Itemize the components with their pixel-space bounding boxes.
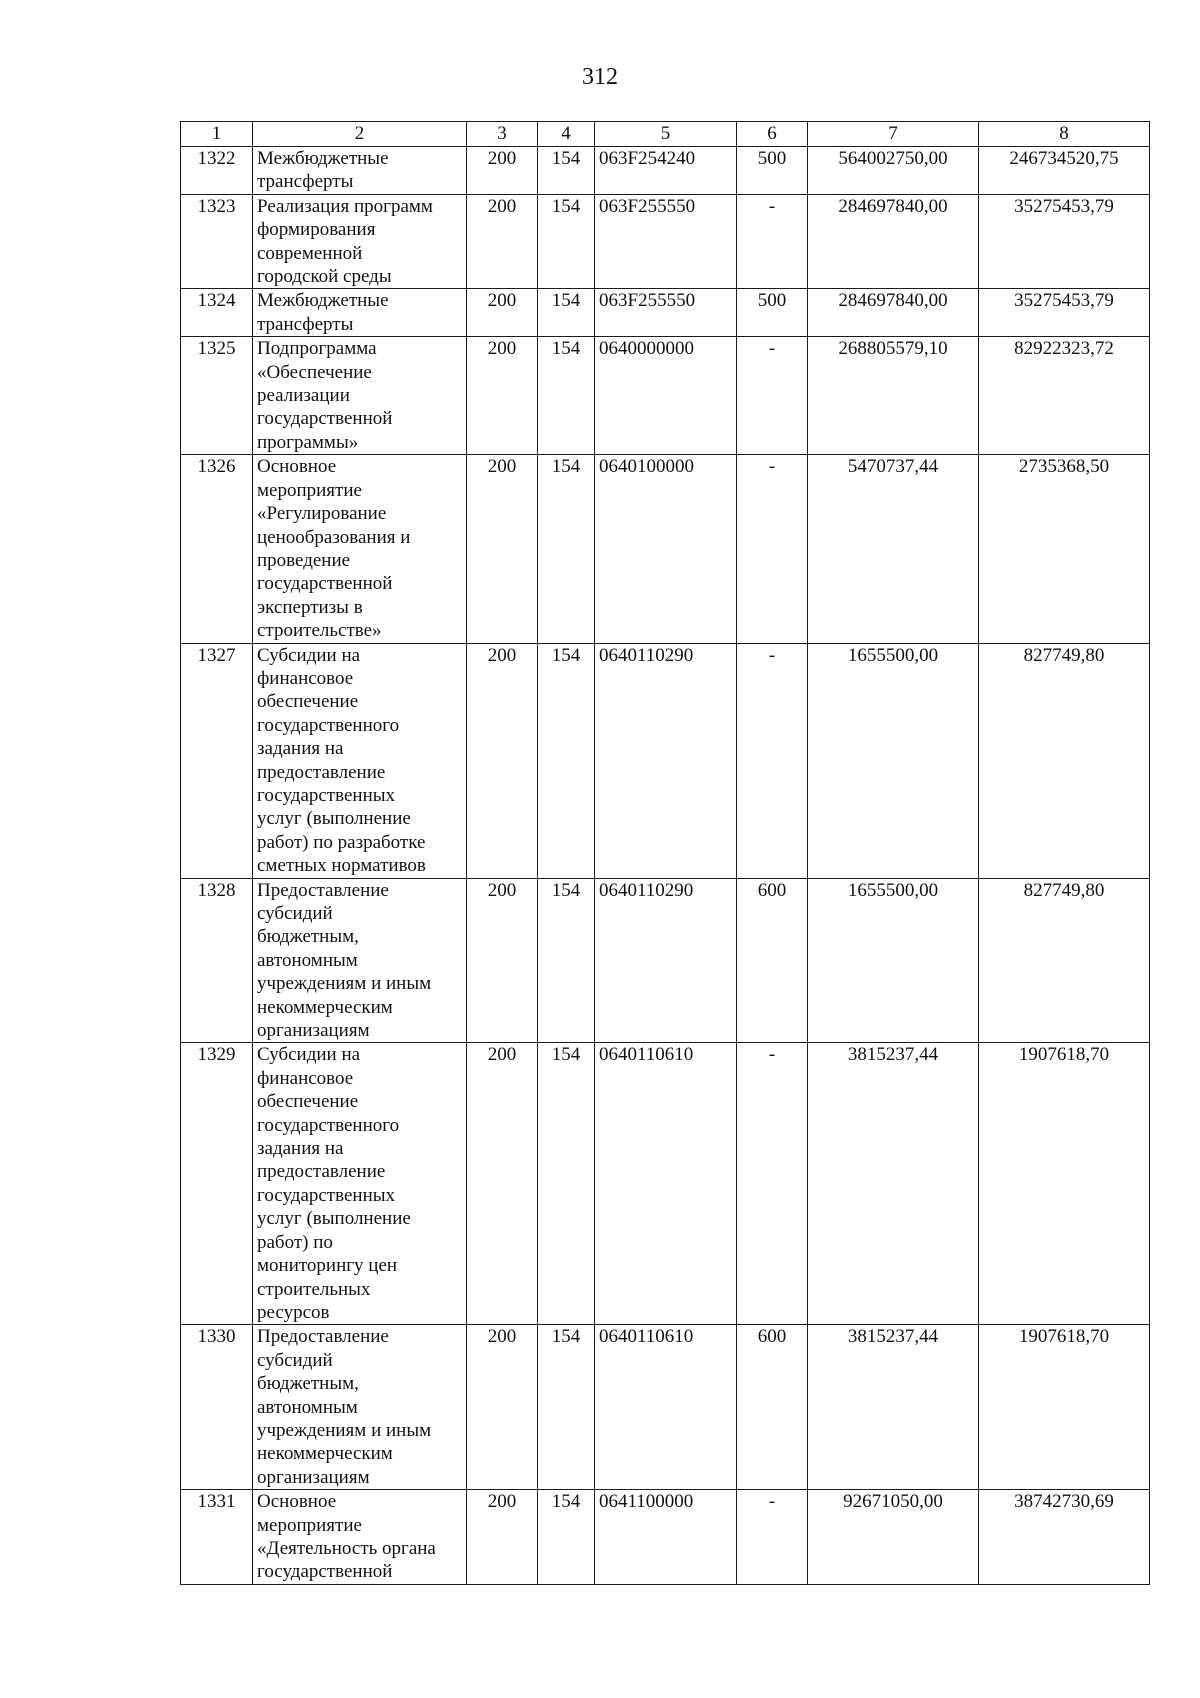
cell-col-4: 154 [538,878,595,1043]
row-name-line: учреждениям и иным [257,973,432,995]
row-name-line: реализации [257,385,350,407]
row-name-line: мероприятие [257,479,362,501]
row-name-line: мероприятие [257,1514,362,1536]
column-header: 7 [808,122,979,147]
row-name-line: субсидий [257,1349,333,1371]
row-name-line: «Регулирование [257,503,387,525]
table-row [181,878,1150,1043]
cell-col-5: 0640110610 [595,1325,737,1490]
cell-col-5: 063F255550 [595,289,737,337]
row-name-line: проведение [257,549,351,571]
page-number: 312 [582,64,618,90]
cell-col-8: 35275453,79 [979,194,1150,289]
row-name-line: услуг (выполнение [257,808,411,830]
table-row [181,194,1150,289]
cell-col-4: 154 [538,337,595,455]
cell-col-5: 063F255550 [595,194,737,289]
row-number: 1323 [181,194,253,289]
row-name [253,1325,467,1490]
cell-col-4: 154 [538,147,595,195]
table-row [181,643,1150,878]
cell-col-7: 284697840,00 [808,289,979,337]
row-name-line: государственных [257,1184,396,1206]
row-name-line: некоммерческим [257,1443,393,1465]
row-name [253,643,467,878]
row-name-line: Субсидии на [257,644,361,666]
cell-col-7: 3815237,44 [808,1043,979,1325]
cell-col-7: 1655500,00 [808,878,979,1043]
column-header: 1 [181,122,253,147]
cell-col-5: 0640110290 [595,643,737,878]
cell-col-8: 1907618,70 [979,1325,1150,1490]
row-name [253,455,467,643]
row-name-line: финансовое [257,667,354,689]
cell-col-4: 154 [538,1490,595,1585]
cell-col-7: 564002750,00 [808,147,979,195]
row-name-line: государственной [257,573,393,595]
table-row [181,337,1150,455]
cell-col-3: 200 [467,643,538,878]
cell-col-6: - [737,455,808,643]
row-name-line: сметных нормативов [257,855,426,877]
cell-col-8: 827749,80 [979,643,1150,878]
cell-col-6: 600 [737,1325,808,1490]
cell-col-3: 200 [467,1490,538,1585]
row-number: 1327 [181,643,253,878]
row-name-line: государственного [257,1114,400,1136]
cell-col-3: 200 [467,878,538,1043]
row-name-line: обеспечение [257,1091,359,1113]
cell-col-8: 1907618,70 [979,1043,1150,1325]
row-name-line: государственной [257,408,393,430]
row-name-line: организациям [257,1020,370,1042]
cell-col-8: 38742730,69 [979,1490,1150,1585]
cell-col-6: - [737,1043,808,1325]
column-header: 5 [595,122,737,147]
cell-col-5: 0640100000 [595,455,737,643]
cell-col-6: - [737,194,808,289]
column-header: 4 [538,122,595,147]
row-name-line: государственного [257,714,400,736]
row-number: 1324 [181,289,253,337]
table-row [181,1043,1150,1325]
row-name-line: городской среды [257,266,392,288]
row-name-line: ценообразования и [257,526,411,548]
row-name [253,194,467,289]
table-row [181,455,1150,643]
row-name-line: субсидий [257,903,333,924]
row-number: 1328 [181,878,253,1043]
row-number: 1331 [181,1490,253,1585]
row-name-line: трансферты [257,313,354,335]
row-name-line: автономным [257,1396,358,1418]
row-name-line: финансовое [257,1067,354,1089]
row-name-line: бюджетным, [257,926,359,948]
cell-col-4: 154 [538,1325,595,1490]
table-body [181,147,1150,1585]
cell-col-5: 063F254240 [595,147,737,195]
cell-col-3: 200 [467,289,538,337]
row-name-line: Межбюджетные [257,290,389,312]
row-name-line: предоставление [257,1161,386,1183]
cell-col-3: 200 [467,147,538,195]
row-name-line: задания на [257,738,344,760]
row-name-line: некоммерческим [257,996,393,1018]
row-name [253,1490,467,1585]
row-name-line: работ) по [257,1231,333,1253]
row-name [253,337,467,455]
cell-col-4: 154 [538,289,595,337]
cell-col-8: 827749,80 [979,878,1150,1043]
row-name-line: Основное [257,456,337,478]
row-name [253,289,467,337]
cell-col-5: 0641100000 [595,1490,737,1585]
cell-col-7: 1655500,00 [808,643,979,878]
cell-col-3: 200 [467,1325,538,1490]
row-name-line: «Обеспечение [257,361,372,383]
cell-col-8: 246734520,75 [979,147,1150,195]
row-name-line: современной [257,242,363,264]
column-header: 6 [737,122,808,147]
row-name-line: экспертизы в [257,596,363,618]
cell-col-5: 0640110610 [595,1043,737,1325]
cell-col-4: 154 [538,1043,595,1325]
row-name-line: ресурсов [257,1301,330,1323]
row-number: 1322 [181,147,253,195]
row-name-line: мониторингу цен [257,1255,398,1277]
row-number: 1325 [181,337,253,455]
row-name [253,1043,467,1325]
cell-col-6: - [737,1490,808,1585]
cell-col-7: 5470737,44 [808,455,979,643]
column-header: 2 [253,122,467,147]
row-name-line: учреждениям и иным [257,1419,432,1441]
row-name-line: строительных [257,1278,371,1300]
row-name-line: предоставление [257,761,386,783]
row-name-line: услуг (выполнение [257,1208,411,1230]
row-name-line: программы» [257,431,359,453]
cell-col-5: 0640110290 [595,878,737,1043]
column-header: 8 [979,122,1150,147]
row-number: 1330 [181,1325,253,1490]
row-name-line: автономным [257,949,358,971]
cell-col-3: 200 [467,337,538,455]
row-name-line: государственной [257,1561,393,1583]
cell-col-4: 154 [538,643,595,878]
cell-col-6: 500 [737,147,808,195]
row-name-line: Предоставление [257,879,389,901]
cell-col-6: - [737,643,808,878]
cell-col-3: 200 [467,455,538,643]
row-name-line: строительстве» [257,620,382,642]
table-row [181,1490,1150,1585]
budget-table [180,121,1150,1585]
row-name-line: работ) по разработке [257,831,426,853]
cell-col-3: 200 [467,1043,538,1325]
cell-col-6: 500 [737,289,808,337]
row-name-line: «Деятельность органа [257,1537,436,1559]
header-row [181,122,1150,147]
table-row [181,147,1150,195]
cell-col-8: 2735368,50 [979,455,1150,643]
column-header: 3 [467,122,538,147]
row-name-line: Межбюджетные [257,148,389,169]
table-row [181,1325,1150,1490]
row-name-line: обеспечение [257,691,359,713]
cell-col-6: - [737,337,808,455]
cell-col-7: 92671050,00 [808,1490,979,1585]
row-name-line: трансферты [257,171,354,193]
cell-col-8: 82922323,72 [979,337,1150,455]
row-name-line: Реализация программ [257,195,433,217]
row-name-line: задания на [257,1138,344,1160]
row-name-line: Основное [257,1491,337,1513]
row-name-line: Субсидии на [257,1044,361,1066]
cell-col-7: 268805579,10 [808,337,979,455]
cell-col-4: 154 [538,194,595,289]
row-name [253,878,467,1043]
cell-col-6: 600 [737,878,808,1043]
row-name-line: государственных [257,784,396,806]
cell-col-4: 154 [538,455,595,643]
row-name-line: организациям [257,1466,370,1488]
cell-col-7: 3815237,44 [808,1325,979,1490]
row-name-line: формирования [257,219,376,241]
row-name-line: бюджетным, [257,1373,359,1395]
row-name [253,147,467,195]
cell-col-7: 284697840,00 [808,194,979,289]
row-number: 1326 [181,455,253,643]
row-name-line: Предоставление [257,1326,389,1348]
row-name-line: Подпрограмма [257,338,377,360]
table-row [181,289,1150,337]
cell-col-3: 200 [467,194,538,289]
cell-col-5: 0640000000 [595,337,737,455]
cell-col-8: 35275453,79 [979,289,1150,337]
row-number: 1329 [181,1043,253,1325]
